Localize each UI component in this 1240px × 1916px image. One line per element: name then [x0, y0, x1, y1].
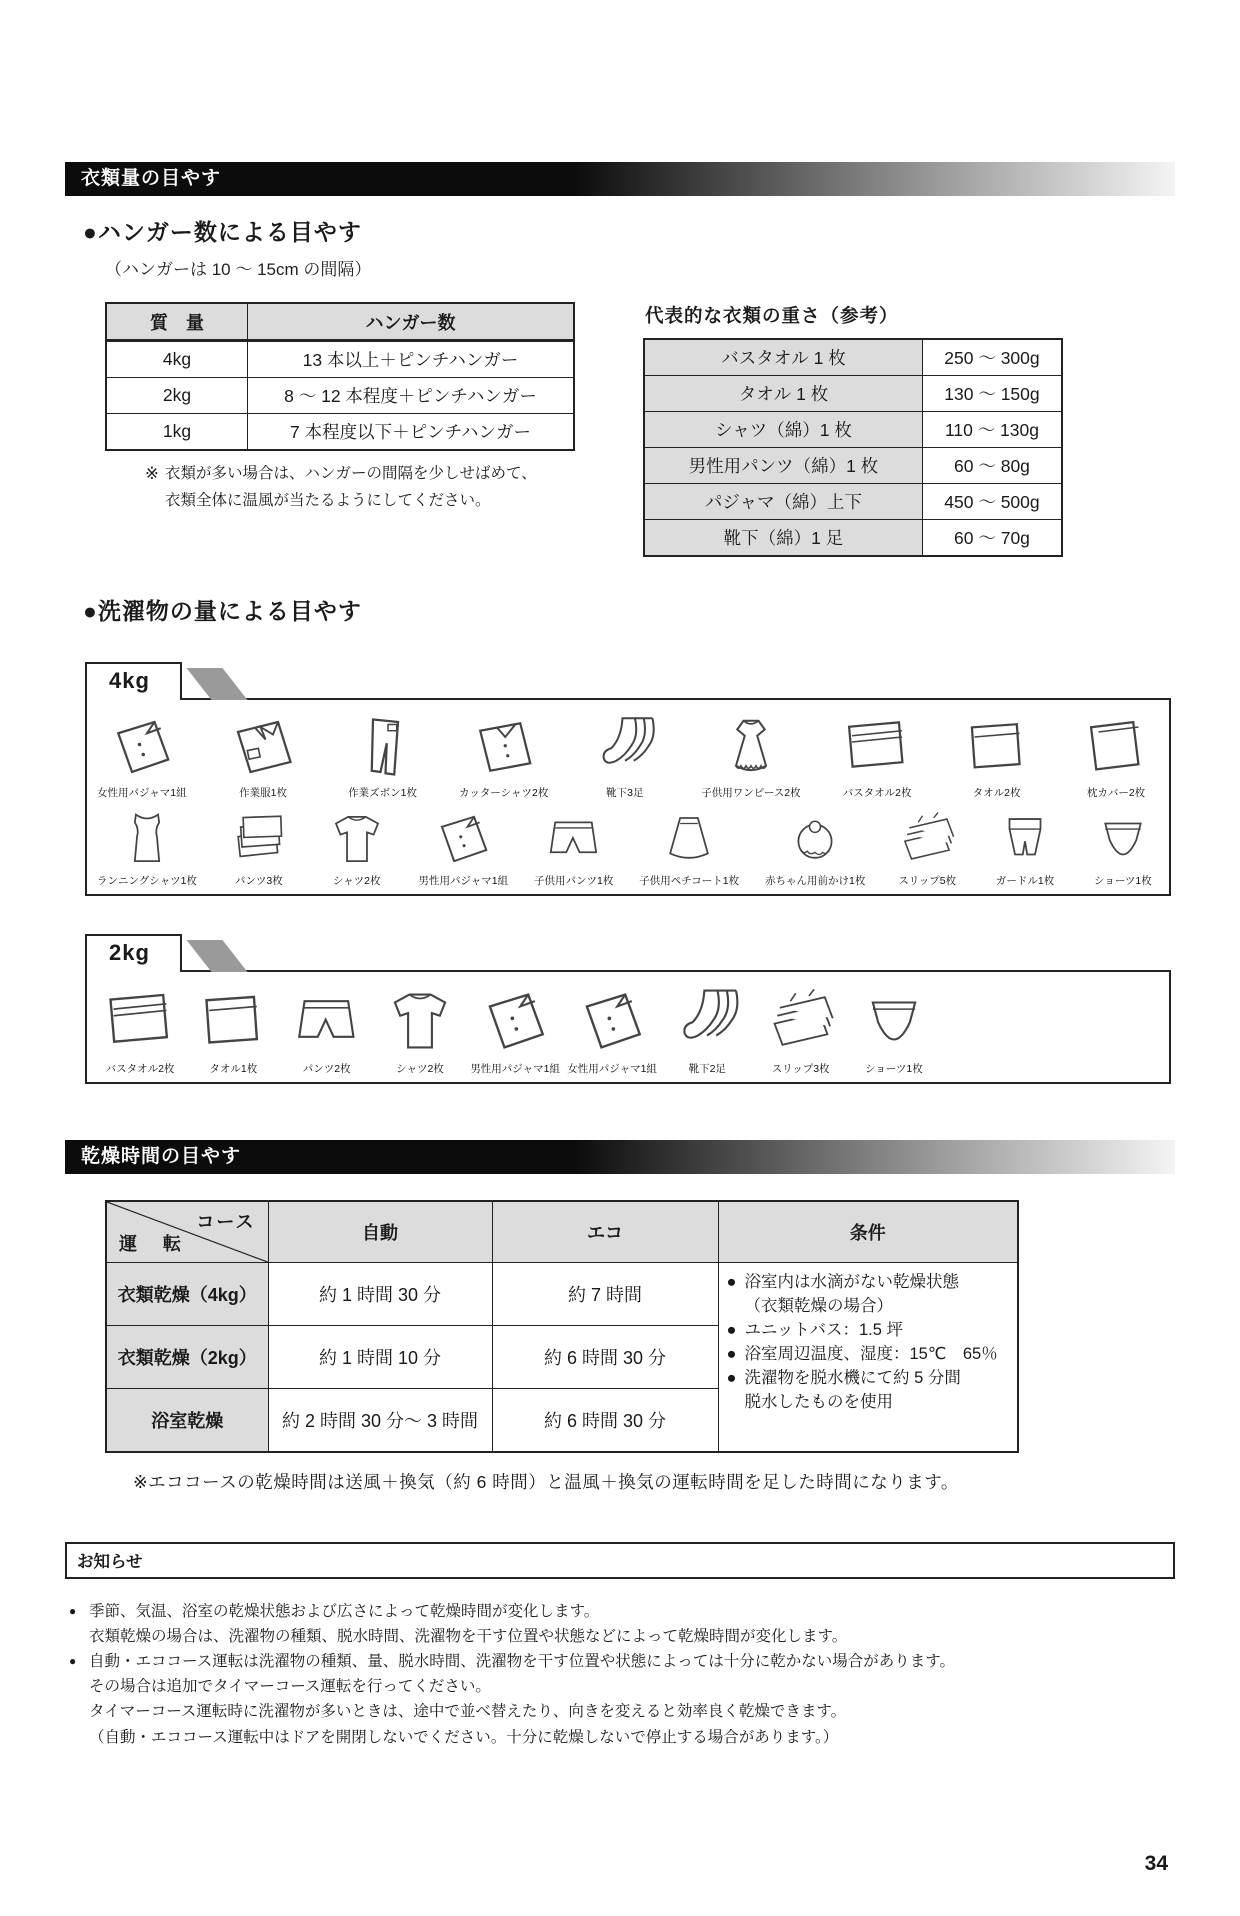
section-bar-clothes-amount: [65, 162, 1175, 196]
table-row: [106, 414, 574, 451]
clothes-columns: [65, 302, 1175, 557]
garment-cell: シャツ（綿）1 枚: [644, 412, 922, 448]
weights-column: [643, 302, 1063, 557]
notice-text: 衣類乾燥の場合は、洗濯物の種類、脱水時間、洗濯物を干す位置や状態などによって乾燥時間が変化します。: [89, 1628, 848, 1646]
girdle-icon: [989, 808, 1061, 870]
laundry-heading: ●洗濯物の量による目やす: [83, 598, 362, 624]
notice-marker: ●: [69, 1654, 77, 1669]
laundry-panel-4kg: [85, 668, 1171, 896]
condition-line: [727, 1271, 1010, 1295]
condition-line: [727, 1319, 1010, 1343]
laundry-item: [834, 712, 920, 800]
laundry-item: [223, 808, 295, 888]
laundry-item-label: 男性用パジャマ1組: [418, 875, 509, 887]
notice-marker: [69, 1699, 89, 1724]
folded-pajama-icon: [472, 984, 558, 1058]
notice-line: [69, 1624, 1175, 1649]
laundry-item: [321, 808, 393, 888]
laundry-item-label: シャツ2枚: [332, 875, 381, 887]
mass-cell: 1kg: [106, 414, 248, 451]
laundry-item-label: シャツ2枚: [396, 1063, 444, 1075]
laundry-item-label: 子供用ペチコート1枚: [639, 875, 740, 887]
weight-cell: 110 ～ 130g: [922, 412, 1062, 448]
table-row: [644, 448, 1062, 484]
laundry-item: [284, 984, 370, 1076]
laundry-item: [582, 712, 668, 800]
child-dress-icon: [708, 712, 794, 782]
laundry-item: [97, 808, 197, 888]
hanger-col-mass: 質 量: [106, 303, 248, 341]
laundry-item-label: スリップ5枚: [898, 875, 957, 887]
notice-marker: ●: [69, 1604, 77, 1618]
laundry-item-label: 枕カバー2枚: [1086, 787, 1146, 799]
panties-icon: [1087, 808, 1159, 870]
hanger-subnote: （ハンガーは 10 ～ 15cm の間隔）: [105, 260, 372, 279]
condition-text: 洗濯物を脱水機にて約 5 分間: [744, 1368, 961, 1387]
tab-shadow: [186, 668, 247, 700]
notice-line: [69, 1599, 1175, 1624]
hanger-note: [145, 461, 575, 513]
baby-bib-icon: [779, 808, 851, 870]
slip-icon: [758, 984, 844, 1058]
garment-cell: パジャマ（綿）上下: [644, 484, 922, 520]
laundry-item: [220, 712, 306, 800]
laundry-item: [664, 984, 750, 1076]
conditions-cell: [718, 1263, 1018, 1453]
section-bar-drying-time: [65, 1140, 1175, 1174]
table-row: [644, 339, 1062, 376]
weight-cell: 60 ～ 80g: [922, 448, 1062, 484]
weight-cell: 450 ～ 500g: [922, 484, 1062, 520]
auto-time-cell: 約 2 時間 30 分～ 3 時間: [268, 1389, 492, 1453]
work-pants-icon: [340, 712, 426, 782]
laundry-item-label: パンツ3枚: [234, 875, 283, 887]
eco-time-cell: 約 6 時間 30 分: [492, 1389, 718, 1453]
laundry-item-label: スリップ3枚: [771, 1063, 830, 1075]
socks-icon: [664, 984, 750, 1058]
condition-marker: ●: [726, 1368, 737, 1387]
towel-icon: [954, 712, 1040, 782]
socks-icon: [582, 712, 668, 782]
laundry-item: [989, 808, 1061, 888]
note-text: 衣類が多い場合は、ハンガーの間隔を少しせばめて、: [165, 465, 537, 482]
condition-text: 脱水したものを使用: [744, 1392, 893, 1411]
condition-text: 浴室内は水滴がない乾燥状態: [744, 1273, 959, 1291]
hanger-count-table: [105, 302, 575, 451]
laundry-row-2: [97, 808, 1159, 888]
hanger-heading: ●ハンガー数による目やす: [83, 219, 362, 245]
laundry-item: [419, 808, 509, 888]
folded-pajama-icon: [569, 984, 655, 1058]
eco-course-note: ※エココースの乾燥時間は送風＋換気（約 6 時間）と温風＋換気の運転時間を足した時間になります。: [133, 1472, 959, 1492]
laundry-item-label: 作業ズボン1枚: [348, 787, 417, 799]
auto-time-cell: 約 1 時間 10 分: [268, 1326, 492, 1389]
condition-text: （衣類乾燥の場合）: [744, 1296, 893, 1315]
corner-label-course: コース: [196, 1212, 256, 1232]
table-row: [106, 1263, 1018, 1326]
condition-line: [727, 1391, 1010, 1415]
laundry-item: [701, 712, 800, 800]
laundry-item: [377, 984, 463, 1076]
notice-list: [69, 1599, 1175, 1750]
drying-table-wrap: [105, 1200, 1175, 1494]
laundry-item: [459, 712, 548, 800]
laundry-item-label: 男性用パジャマ1組: [470, 1063, 560, 1075]
weight-cell: 130 ～ 150g: [922, 376, 1062, 412]
shorts-icon: [284, 984, 370, 1058]
bath-towel-icon: [97, 984, 183, 1058]
folded-shirt-icon: [461, 712, 547, 782]
condition-marker: [727, 1391, 745, 1415]
mass-cell: 2kg: [106, 378, 248, 414]
garment-cell: タオル 1 枚: [644, 376, 922, 412]
laundry-item-label: 靴下2足: [688, 1063, 726, 1075]
notice-line: [69, 1674, 1175, 1699]
panties-icon: [851, 984, 937, 1058]
note-line: [145, 461, 575, 488]
laundry-item: [470, 984, 560, 1076]
notice-text: （自動・エココース運転中はドアを開閉しないでください。十分に乾燥しないで停止する場合があります。）: [89, 1728, 839, 1746]
folded-jacket-icon: [220, 712, 306, 782]
folded-pajama-icon: [99, 712, 185, 782]
towel-icon: [190, 984, 276, 1058]
note-line: [145, 488, 575, 513]
laundry-item-label: ショーツ1枚: [1094, 875, 1152, 887]
hanger-col-count: ハンガー数: [248, 303, 575, 341]
table-row: [644, 484, 1062, 520]
notice-marker: [69, 1674, 89, 1699]
condition-line: [727, 1295, 1010, 1319]
laundry-item: [97, 712, 187, 800]
col-header-auto: 自動: [268, 1201, 492, 1263]
auto-time-cell: 約 1 時間 30 分: [268, 1263, 492, 1326]
table-header-row: [106, 1201, 1018, 1263]
condition-line: [727, 1367, 1010, 1391]
condition-line: [727, 1343, 1010, 1367]
hanger-count-cell: 13 本以上＋ピンチハンガー: [248, 341, 575, 378]
condition-marker: [727, 1295, 745, 1319]
condition-text: 浴室周辺温度、湿度：15℃ 65％: [744, 1344, 998, 1363]
table-row: [644, 412, 1062, 448]
laundry-item-label: 靴下3足: [606, 787, 644, 799]
table-row: [644, 376, 1062, 412]
col-header-eco: エコ: [492, 1201, 718, 1263]
laundry-item: [891, 808, 963, 888]
laundry-item: [758, 984, 844, 1076]
laundry-item: [190, 984, 276, 1076]
pillow-cover-icon: [1073, 712, 1159, 782]
hanger-column: [105, 302, 575, 557]
tank-top-icon: [111, 808, 183, 870]
panel-tag-2kg: 2kg: [85, 934, 182, 972]
notice-text: その場合は追加でタイマーコース運転を行ってください。: [89, 1678, 491, 1696]
laundry-item-label: パンツ2枚: [302, 1063, 351, 1075]
laundry-item-label: バスタオル2枚: [842, 787, 912, 799]
page-number: 34: [1144, 1852, 1168, 1875]
corner-label-operation: 運 転: [119, 1234, 185, 1254]
notice-marker: [69, 1624, 89, 1649]
laundry-item-label: バスタオル2枚: [105, 1063, 175, 1075]
drying-time-table: [105, 1200, 1019, 1453]
notice-title: お知らせ: [77, 1553, 143, 1571]
laundry-item: [954, 712, 1040, 800]
laundry-item-label: タオル1枚: [209, 1063, 258, 1075]
folded-pajama-icon: [427, 808, 499, 870]
note-text: 衣類全体に温風が当たるようにしてください。: [165, 491, 491, 509]
laundry-item-label: カッターシャツ2枚: [459, 787, 549, 799]
course-cell: 浴室乾燥: [106, 1389, 268, 1453]
slip-icon: [891, 808, 963, 870]
laundry-item: [1073, 712, 1159, 800]
weight-cell: 60 ～ 70g: [922, 520, 1062, 557]
mass-cell: 4kg: [106, 341, 248, 378]
laundry-item-label: タオル2枚: [972, 787, 1021, 799]
course-cell: 衣類乾燥（2kg）: [106, 1326, 268, 1389]
section-bar-title: 衣類量の目やす: [81, 168, 222, 189]
panel-tag-4kg: 4kg: [85, 662, 182, 700]
notice-marker: [69, 1725, 89, 1750]
condition-marker: ●: [726, 1273, 737, 1291]
weights-table-body: [644, 339, 1062, 556]
bath-towel-icon: [834, 712, 920, 782]
eco-time-cell: 約 7 時間: [492, 1263, 718, 1326]
laundry-item-label: 女性用パジャマ1組: [567, 1063, 657, 1075]
laundry-item: [534, 808, 613, 888]
laundry-item-label: 女性用パジャマ1組: [97, 787, 187, 799]
typical-weights-table: [643, 338, 1063, 557]
notice-text: 季節、気温、浴室の乾燥状態および広さによって乾燥時間が変化します。: [89, 1603, 600, 1620]
table-header-row: [106, 303, 574, 341]
condition-marker: ●: [726, 1320, 737, 1339]
laundry-item-label: ランニングシャツ1枚: [97, 875, 197, 887]
laundry-item-label: 子供用ワンピース2枚: [701, 787, 801, 799]
table-row: [106, 341, 574, 378]
garment-cell: 靴下（綿）1 足: [644, 520, 922, 557]
notice-text: タイマーコース運転時に洗濯物が多いときは、途中で並べ替えたり、向きを変えると効率良く乾燥できます。: [89, 1703, 847, 1721]
table-row: [106, 378, 574, 414]
pants-stack-icon: [223, 808, 295, 870]
notice-box: [65, 1542, 1175, 1579]
course-operation-corner-cell: [106, 1201, 268, 1263]
tab-shadow: [186, 940, 247, 972]
condition-marker: ●: [726, 1344, 737, 1363]
tshirt-icon: [321, 808, 393, 870]
garment-cell: バスタオル 1 枚: [644, 339, 922, 376]
course-cell: 衣類乾燥（4kg）: [106, 1263, 268, 1326]
laundry-panel-2kg: [85, 940, 1171, 1084]
notice-line: [69, 1649, 1175, 1674]
hanger-count-cell: 7 本程度以下＋ピンチハンガー: [248, 414, 575, 451]
tshirt-icon: [377, 984, 463, 1058]
laundry-item: [765, 808, 865, 888]
weight-cell: 250 ～ 300g: [922, 339, 1062, 376]
laundry-row-2kg: [97, 984, 937, 1076]
laundry-item-label: 作業服1枚: [239, 787, 288, 799]
laundry-item: [1087, 808, 1159, 888]
laundry-item: [97, 984, 183, 1076]
note-marker: ※: [145, 465, 159, 483]
notice-text: 自動・エココース運転は洗濯物の種類、量、脱水時間、洗濯物を干す位置や状態によっては十分に乾かない場合があります。: [89, 1653, 955, 1671]
laundry-item: [851, 984, 937, 1076]
laundry-item: [567, 984, 657, 1076]
hanger-table-body: [106, 341, 574, 451]
notice-line: [69, 1725, 1175, 1750]
shorts-icon: [538, 808, 610, 870]
laundry-item: [639, 808, 739, 888]
laundry-row-1: [97, 712, 1159, 800]
laundry-item-label: 子供用パンツ1枚: [534, 875, 614, 887]
laundry-item-label: ガードル1枚: [995, 875, 1055, 887]
eco-time-cell: 約 6 時間 30 分: [492, 1326, 718, 1389]
laundry-item: [340, 712, 426, 800]
condition-text: ユニットバス：1.5 坪: [744, 1320, 904, 1339]
table-row: [644, 520, 1062, 557]
notice-line: [69, 1699, 1175, 1724]
laundry-item-label: ショーツ1枚: [865, 1063, 923, 1075]
petticoat-icon: [653, 808, 725, 870]
garment-cell: 男性用パンツ（綿）1 枚: [644, 448, 922, 484]
section-bar-title: 乾燥時間の目やす: [81, 1146, 242, 1167]
page-content: [0, 162, 1240, 1750]
weights-title: 代表的な衣類の重さ（参考）: [645, 305, 899, 326]
hanger-count-cell: 8 ～ 12 本程度＋ピンチハンガー: [248, 378, 575, 414]
laundry-item-label: 赤ちゃん用前かけ1枚: [764, 875, 866, 887]
col-header-conditions: 条件: [718, 1201, 1018, 1263]
